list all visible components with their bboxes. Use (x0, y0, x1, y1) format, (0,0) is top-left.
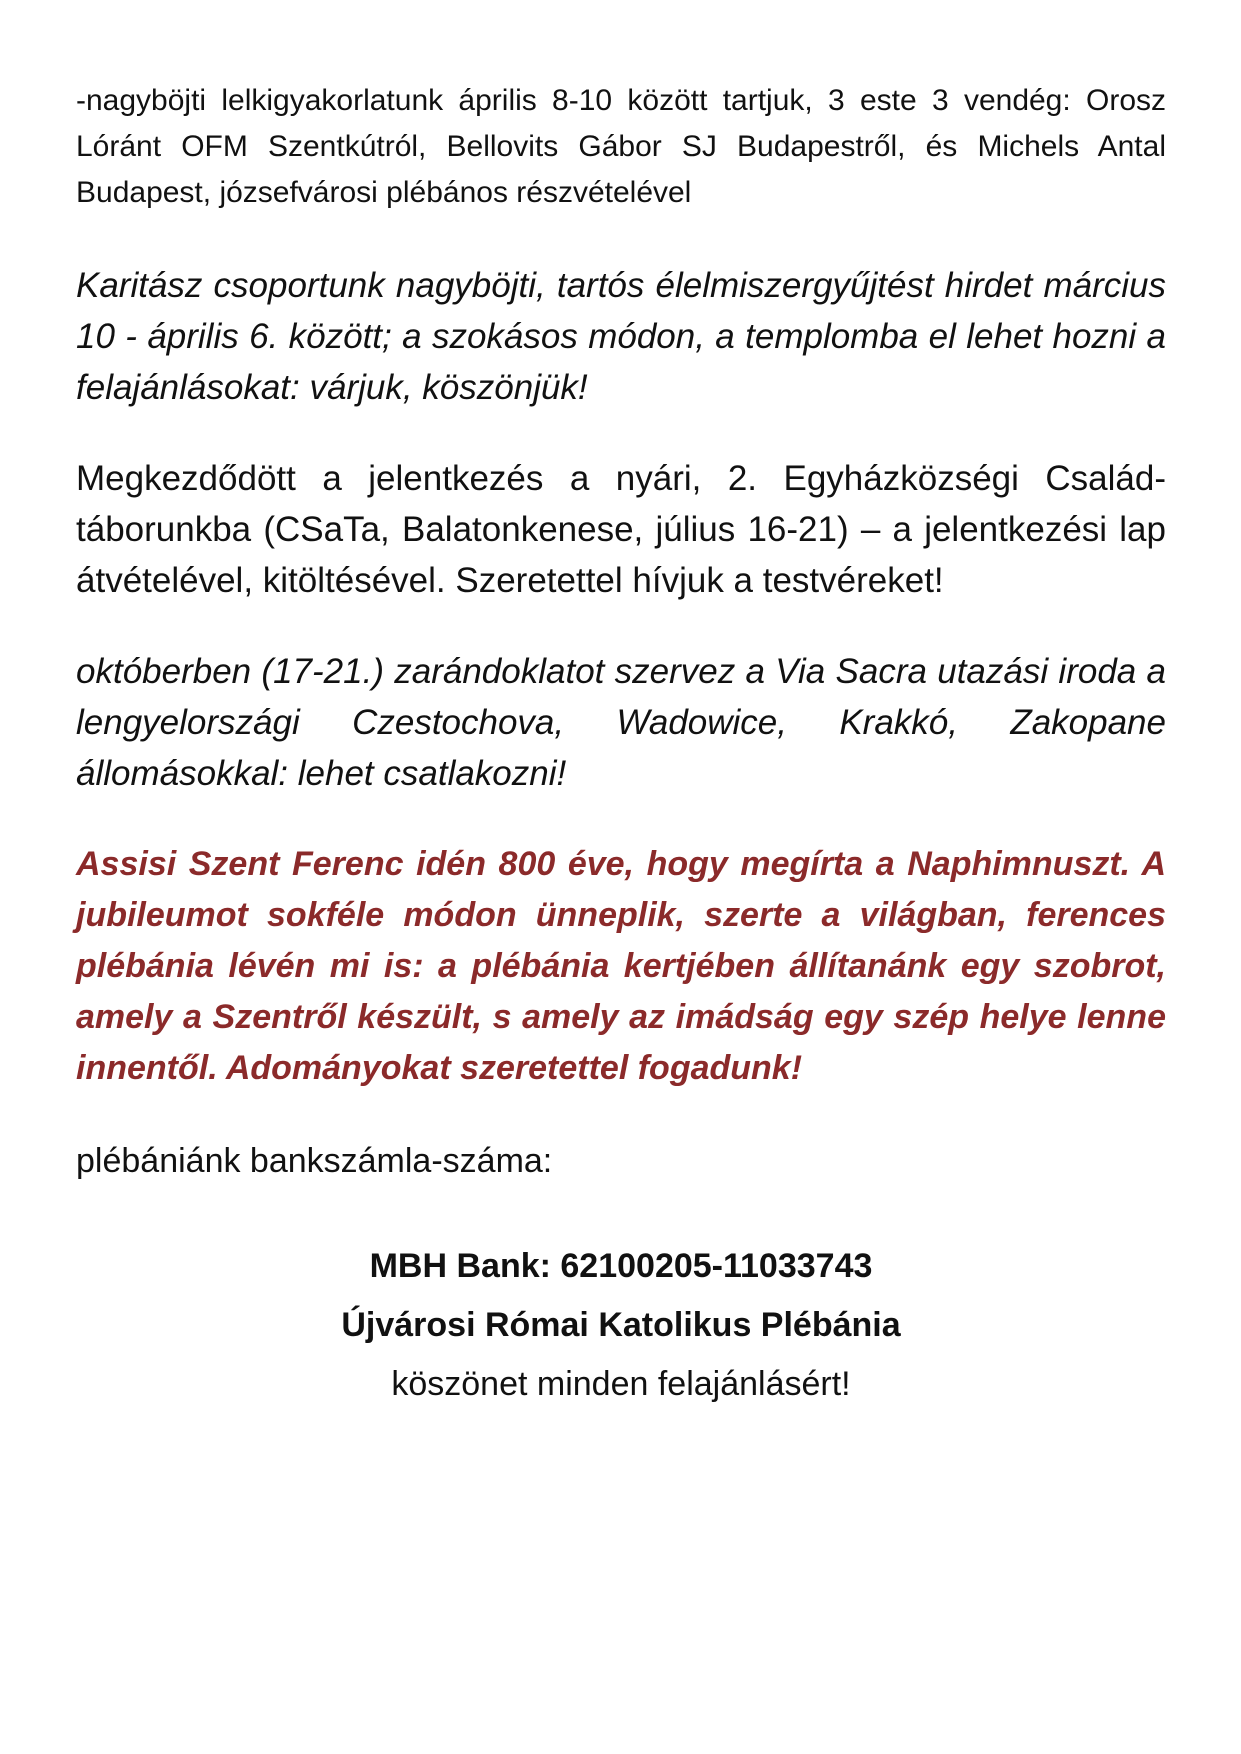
family-camp-announcement: Megkezdődött a jelentkezés a nyári, 2. Egyházközségi Család-táborunkba (CSaTa, Balatonkenese, július 16-21) – a jelentkezési lap átvételével, kitöltésével. Szeretettel hívjuk a testvéreket! (76, 459, 1166, 600)
caritas-food-drive-announcement: Karitász csoportunk nagyböjti, tartós élelmiszergyűjtést hirdet március 10 - április 6. között; a szokásos módon, a templomba el lehet hozni a felajánlásokat: várjuk, köszönjük! (76, 266, 1166, 407)
retreat-announcement: -nagyböjti lelkigyakorlatunk április 8-10 között tartjuk, 3 este 3 vendég: Orosz Lóránt OFM Szentkútról, Bellovits Gábor SJ Budapestről, és Michels Antal Budapest, józsefvárosi plébános részvételével (76, 84, 1166, 209)
announcement-page (76, 78, 1166, 1414)
thanks-line: köszönet minden felajánlásért! (391, 1365, 851, 1403)
pilgrimage-announcement: októberben (17-21.) zarándoklatot szervez a Via Sacra utazási iroda a lengyelországi Czestochova, Wadowice, Krakkó, Zakopane állomásokkal: lehet csatlakozni! (76, 652, 1166, 793)
account-holder-name: Újvárosi Római Katolikus Plébánia (341, 1306, 901, 1344)
bank-account-number: MBH Bank: 62100205-11033743 (369, 1247, 873, 1285)
bank-details (76, 1237, 1166, 1414)
jubilee-donation-appeal: Assisi Szent Ferenc idén 800 éve, hogy megírta a Naphimnuszt. A jubileumot sokféle módon ünneplik, szerte a világban, ferences plébánia lévén mi is: a plébánia kertjében állítanánk egy szobrot, amely a Szentről készült, s amely az imádság egy szép helye lenne innentől. Adományokat szeretettel fogadunk! (76, 845, 1166, 1087)
bank-account-intro: plébániánk bankszámla-száma: (76, 1142, 553, 1180)
